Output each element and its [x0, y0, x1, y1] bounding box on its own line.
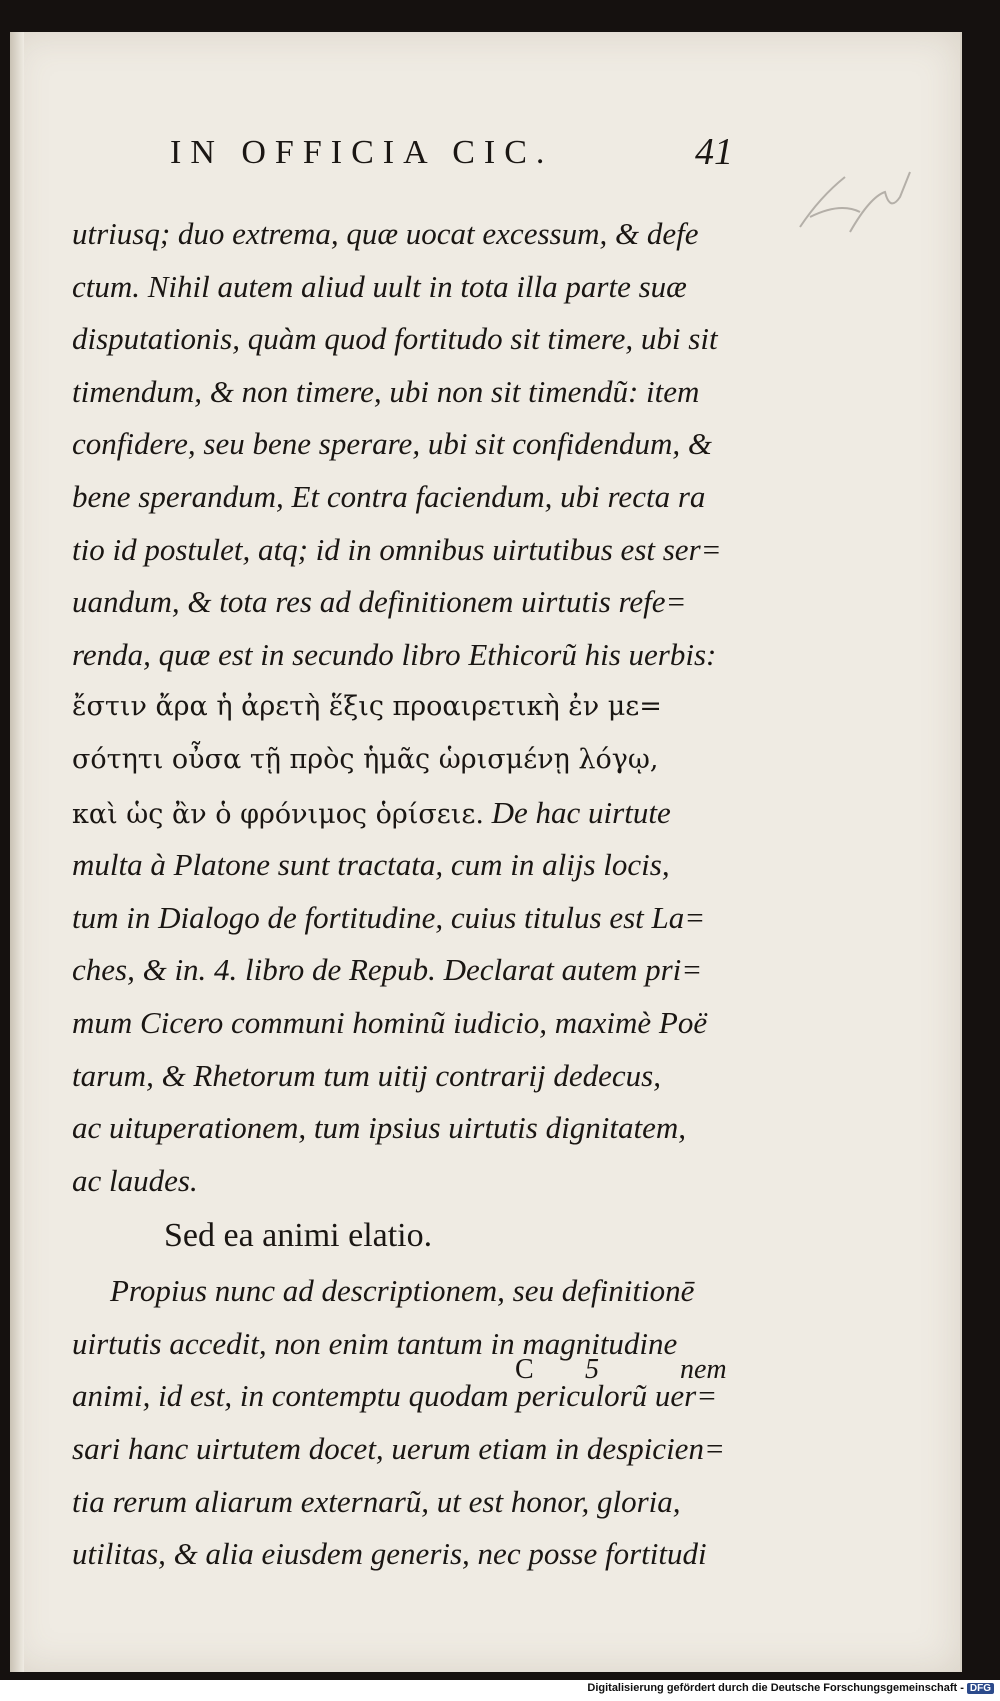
text-line: utriusq; duo extrema, quæ uocat excessum, & defe — [72, 216, 699, 251]
lemma-heading: Sed ea animi elatio. — [164, 1217, 433, 1255]
text-line: confidere, seu bene sperare, ubi sit confidendum, & — [72, 426, 712, 462]
text-line: tio id postulet, atq; id in omnibus uirtutibus est ser= — [72, 531, 722, 567]
text-line: bene sperandum, Et contra faciendum, ubi recta ra — [72, 478, 706, 514]
text-line: ac laudes. — [72, 1162, 198, 1198]
footer-bar — [0, 1680, 1000, 1701]
text-line: Propius nunc ad descriptionem, seu definitionē — [110, 1273, 695, 1309]
text-line: tum in Dialogo de fortitudine, cuius titulus est La= — [72, 899, 706, 935]
text-line: uandum, & tota res ad definitionem uirtutis refe= — [72, 584, 687, 620]
text-line: ac uituperationem, tum ipsius uirtutis dignitatem, — [72, 1110, 686, 1146]
signature-mark: C — [515, 1354, 534, 1385]
pencil-annotation-mark — [790, 157, 920, 247]
text-line: mum Cicero communi hominũ iudicio, maximè Poë — [72, 1004, 708, 1040]
page-spine-shadow — [10, 32, 24, 1672]
folio-number: 41 — [695, 131, 733, 173]
text-line: ches, & in. 4. libro de Repub. Declarat autem pri= — [72, 952, 703, 988]
text-line: tia rerum aliarum externarũ, ut est honor, gloria, — [72, 1483, 681, 1519]
catchword-line — [515, 1354, 755, 1394]
text-line: animi, id est, in contemptu quodam periculorũ uer= — [72, 1378, 718, 1414]
footer-credit — [587, 1682, 994, 1694]
footer-credit-text: Digitalisierung gefördert durch die Deutsche Forschungsgemeinschaft - — [587, 1682, 964, 1694]
greek-quote-text: καὶ ὡς ἂν ὁ φρόνιμος ὁρίσειε. — [72, 798, 484, 830]
text-line: disputationis, quàm quod fortitudo sit timere, ubi sit — [72, 321, 718, 357]
catchword: nem — [680, 1354, 727, 1385]
dfg-logo-icon: DFG — [967, 1683, 994, 1694]
page-header — [170, 122, 770, 182]
text-line: multa à Platone sunt tractata, cum in alijs locis, — [72, 847, 670, 883]
text-line: utilitas, & alia eiusdem generis, nec posse fortitudi — [72, 1536, 707, 1572]
text-fragment: De hac uirtute — [483, 794, 671, 830]
text-line: sari hanc uirtutem docet, uerum etiam in despicien= — [72, 1431, 725, 1467]
text-line: ctum. Nihil autem aliud uult in tota illa parte suæ — [72, 268, 687, 304]
greek-quote-line: σότητι οὖσα τῇ πρὸς ἡμᾶς ὡρισμένῃ λόγῳ, — [72, 743, 659, 775]
text-line: uirtutis accedit, non enim tantum in magnitudine — [72, 1325, 678, 1361]
text-line: renda, quæ est in secundo libro Ethicorũ his uerbis: — [72, 636, 717, 672]
signature-number: 5 — [585, 1354, 599, 1385]
greek-quote-line-mixed — [72, 787, 752, 840]
greek-quote-line: ἔστιν ἄρα ἡ ἀρετὴ ἕξις προαιρετικὴ ἐν με= — [72, 691, 662, 723]
running-head: IN OFFICIA CIC. — [170, 134, 554, 171]
text-line: timendum, & non timere, ubi non sit timendũ: item — [72, 373, 700, 409]
text-line: tarum, & Rhetorum tum uitij contrarij dedecus, — [72, 1057, 661, 1093]
book-page — [10, 32, 962, 1672]
